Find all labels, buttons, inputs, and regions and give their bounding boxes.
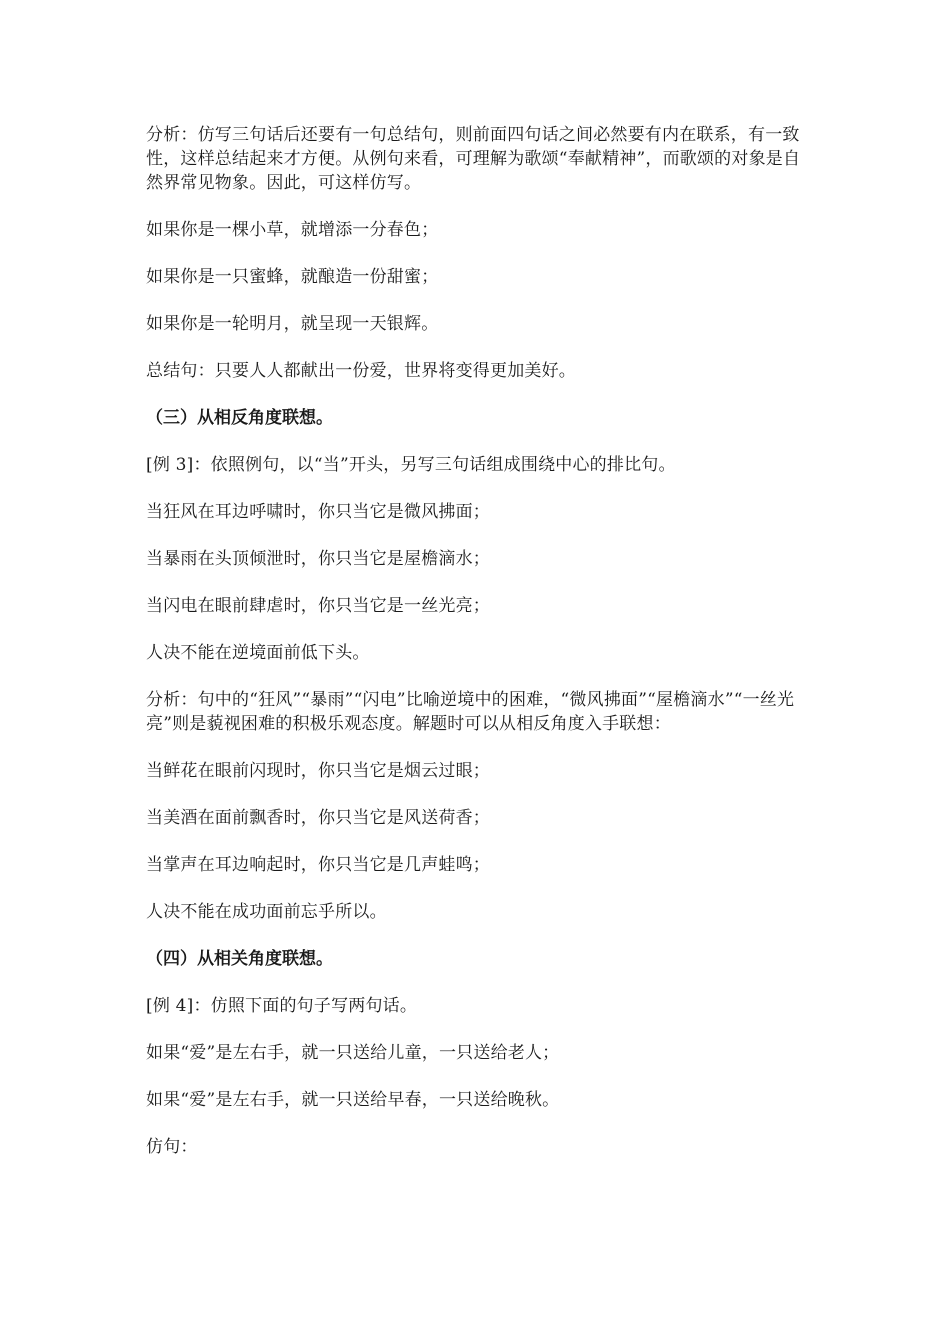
section-heading: （四）从相关角度联想。	[146, 949, 333, 969]
answer-line: 当鲜花在眼前闪现时，你只当它是烟云过眼；	[146, 761, 490, 781]
answer-conclusion: 人决不能在成功面前忘乎所以。	[146, 902, 387, 922]
imitation-label: 仿句：	[146, 1137, 198, 1157]
example-line: 当闪电在眼前肆虐时，你只当它是一丝光亮；	[146, 596, 490, 616]
example-prompt: [例 4]：仿照下面的句子写两句话。	[146, 996, 418, 1016]
imitation-line: 如果你是一只蜜蜂，就酿造一份甜蜜；	[146, 267, 439, 287]
document-body	[146, 123, 810, 1182]
example-line: 如果“爱”是左右手，就一只送给儿童，一只送给老人；	[146, 1043, 560, 1063]
example-conclusion: 人决不能在逆境面前低下头。	[146, 643, 370, 663]
summary-sentence: 总结句：只要人人都献出一份爱，世界将变得更加美好。	[146, 361, 576, 381]
answer-line: 当掌声在耳边响起时，你只当它是几声蛙鸣；	[146, 855, 490, 875]
imitation-line: 如果你是一轮明月，就呈现一天银辉。	[146, 314, 439, 334]
example-line: 如果“爱”是左右手，就一只送给早春，一只送给晚秋。	[146, 1090, 560, 1110]
analysis-paragraph: 分析：仿写三句话后还要有一句总结句，则前面四句话之间必然要有内在联系，有一致性，这样总结起来才方便。从例句来看，可理解为歌颂“奉献精神”，而歌颂的对象是自然界常见物象。因此，可这样仿写。	[146, 125, 801, 193]
example-line: 当暴雨在头顶倾泄时，你只当它是屋檐滴水；	[146, 549, 490, 569]
analysis-paragraph: 分析：句中的“狂风”“暴雨”“闪电”比喻逆境中的困难，“微风拂面”“屋檐滴水”“一丝光亮”则是藐视困难的积极乐观态度。解题时可以从相反角度入手联想：	[146, 690, 795, 734]
answer-line: 当美酒在面前飘香时，你只当它是风送荷香；	[146, 808, 490, 828]
example-line: 当狂风在耳边呼啸时，你只当它是微风拂面；	[146, 502, 490, 522]
section-heading: （三）从相反角度联想。	[146, 408, 333, 428]
imitation-line: 如果你是一棵小草，就增添一分春色；	[146, 220, 439, 240]
example-prompt: [例 3]：依照例句，以“当”开头，另写三句话组成围绕中心的排比句。	[146, 455, 676, 475]
